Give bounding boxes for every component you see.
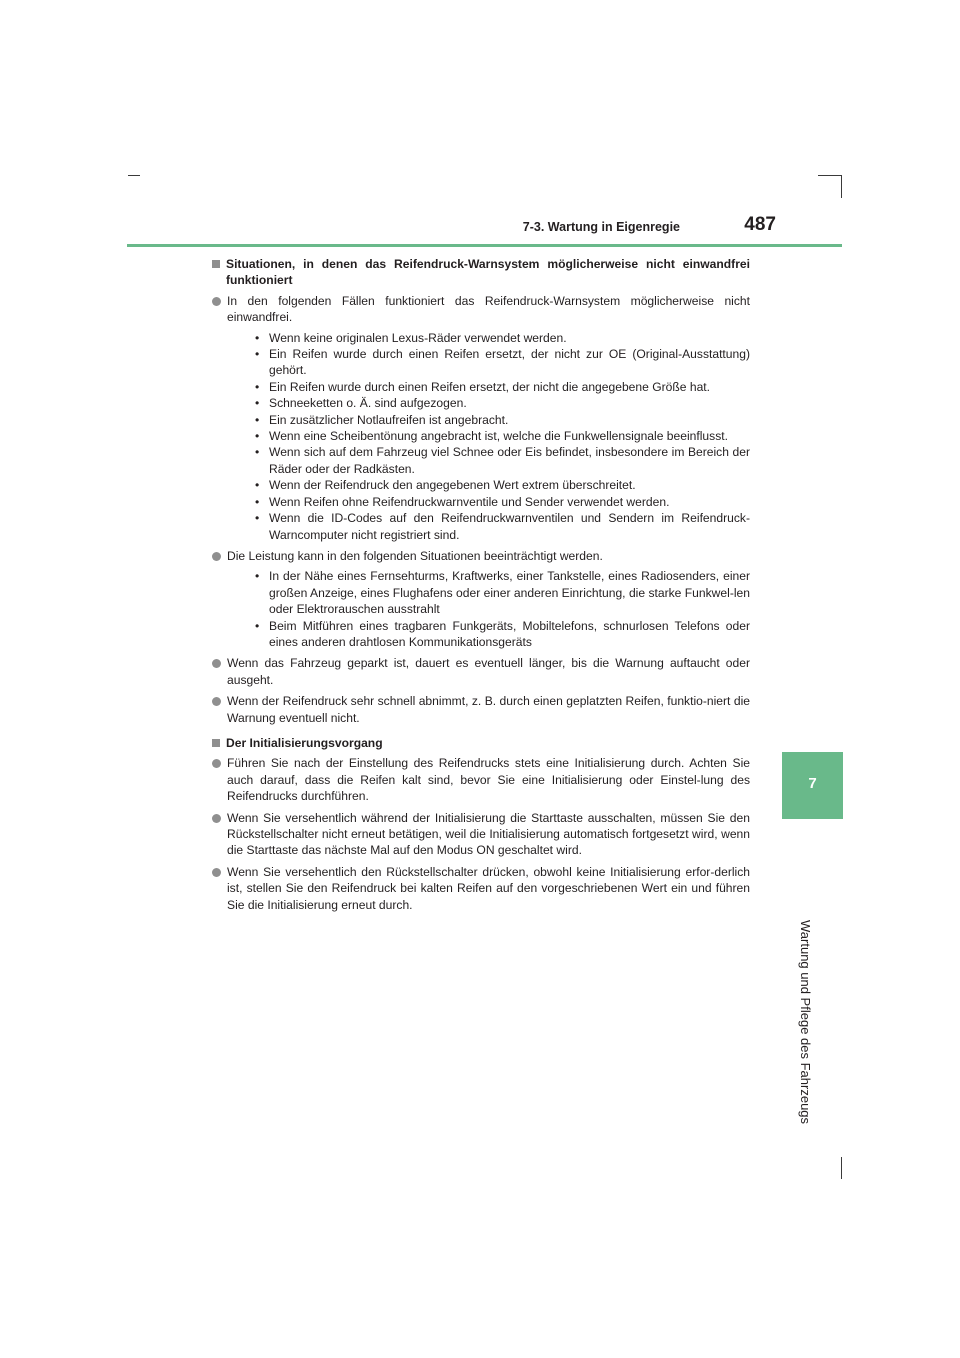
list-item: • Ein zusätzlicher Notlaufreifen ist angebracht.: [255, 412, 509, 427]
circle-bullet-icon: [212, 552, 221, 561]
circle-bullet-icon: [212, 697, 221, 706]
circle-bullet-icon: [212, 868, 221, 877]
circle-bullet-icon: [212, 814, 221, 823]
list-item: • In der Nähe eines Fernsehturms, Kraftwerks, einer Tankstelle, eines Radiosenders, einer großen Anzeige, eines Flughafens oder einer anderen Einrichtung, die starke Funkwel-len oder Elektrorauschen ausstrahlt: [255, 569, 750, 617]
bullet-paragraph: Wenn Sie versehentlich während der Initialisierung die Starttaste ausschalten, müssen Sie den Rückstellschalter nicht erneut betätigen, weil die Initialisierung automatisch fortgesetzt wird, wenn die Starttaste das nächste Mal auf den Modus ON geschaltet wird.: [212, 810, 750, 859]
list-item: • Wenn Reifen ohne Reifendruckwarnventile und Sender verwendet werden.: [255, 494, 670, 509]
chapter-side-title: Wartung und Pflege des Fahrzeugs: [798, 920, 813, 1125]
sub-list: [227, 330, 750, 543]
header-rule: [127, 244, 842, 247]
chapter-tab: 7: [782, 752, 843, 819]
sub-list: [227, 568, 750, 650]
list-item: • Wenn sich auf dem Fahrzeug viel Schnee oder Eis befindet, insbesondere im Bereich der Räder oder der Radkästen.: [255, 445, 750, 476]
list-item: • Ein Reifen wurde durch einen Reifen ersetzt, der nicht die angegebene Größe hat.: [255, 379, 711, 394]
bullet-paragraph: Wenn das Fahrzeug geparkt ist, dauert es eventuell länger, bis die Warnung auftaucht oder ausgeht.: [212, 655, 750, 688]
square-bullet-icon: [212, 260, 220, 268]
bullet-paragraph: Wenn der Reifendruck sehr schnell abnimmt, z. B. durch einen geplatzten Reifen, funktio-niert die Warnung eventuell nicht.: [212, 693, 750, 726]
list-item: • Beim Mitführen eines tragbaren Funkgeräts, Mobiltelefons, schnurlosen Telefons oder eines anderen drahtlosen Kommunikationsgeräts: [255, 618, 750, 649]
crop-mark-top-right-h: [818, 175, 842, 176]
list-item: • Schneeketten o. Ä. sind aufgezogen.: [255, 396, 467, 411]
section-heading: Situationen, in denen das Reifendruck-Warnsystem möglicherweise nicht einwandfrei funktioniert: [212, 256, 750, 289]
page-content: [212, 256, 750, 913]
square-bullet-icon: [212, 739, 220, 747]
bullet-paragraph: Führen Sie nach der Einstellung des Reifendrucks stets eine Initialisierung durch. Achten Sie auch darauf, dass die Reifen kalt sind, bevor Sie eine Initialisierung oder Einstel-lung des Reifendrucks durchführen.: [212, 755, 750, 804]
circle-bullet-icon: [212, 659, 221, 668]
bullet-paragraph: Die Leistung kann in den folgenden Situationen beeinträchtigt werden. • In der Nähe eines Fernsehturms, Kraftwerks, einer Tankstelle, eines Radiosenders, einer großen Anzeige, eines Flughafens oder einer anderen Einrichtung, die starke Funkwel-len oder Elektrorauschen ausstrahlt • Beim Mitführen eines tragbaren Funkgeräts, Mobiltelefons, schnurlosen Telefons oder eines anderen drahtlosen Kommunikationsgeräts: [212, 548, 750, 650]
section-heading: Der Initialisierungsvorgang: [212, 735, 750, 751]
bullet-paragraph: In den folgenden Fällen funktioniert das Reifendruck-Warnsystem möglicherweise nicht einwandfrei. • Wenn keine originalen Lexus-Räder verwendet werden. • Ein Reifen wurde durch einen Reifen ersetzt, der nicht zur OE (Original-Ausstattung) gehört. • Ein Reifen wurde durch einen Reifen ersetzt, der nicht die angegebene Größe hat. • Schneeketten o. Ä. sind aufgezogen. • Ein zusätzlicher Notlaufreifen ist angebracht. • Wenn eine Scheibentönung angebracht ist, welche die Funkwellensignale beeinflusst. • Wenn sich auf dem Fahrzeug viel Schnee oder Eis befindet, insbesondere im Bereich der Räder oder der Radkästen. • Wenn der Reifendruck den angegebenen Wert extrem überschreitet. • Wenn Reifen ohne Reifendruckwarnventile und Sender verwendet werden. • Wenn die ID-Codes auf den Reifendruckwarnventilen und Sendern im Reifendruck-Warncomputer nicht registriert sind.: [212, 293, 750, 543]
list-item: • Wenn die ID-Codes auf den Reifendruckwarnventilen und Sendern im Reifendruck-Warncomputer nicht registriert sind.: [255, 511, 750, 542]
bullet-paragraph: Wenn Sie versehentlich den Rückstellschalter drücken, obwohl keine Initialisierung erfor-derlich ist, stellen Sie den Reifendruck bei kalten Reifen auf den vorgeschriebenen Wert ein und führen Sie die Initialisierung erneut durch.: [212, 864, 750, 913]
list-item: • Wenn eine Scheibentönung angebracht ist, welche die Funkwellensignale beeinflusst.: [255, 429, 728, 444]
circle-bullet-icon: [212, 759, 221, 768]
list-item: • Wenn der Reifendruck den angegebenen Wert extrem überschreitet.: [255, 478, 636, 493]
circle-bullet-icon: [212, 297, 221, 306]
list-item: • Ein Reifen wurde durch einen Reifen ersetzt, der nicht zur OE (Original-Ausstattung) gehört.: [255, 347, 750, 378]
crop-mark-top-right-v: [841, 175, 842, 198]
running-header-section: 7-3. Wartung in Eigenregie: [522, 220, 680, 234]
page-number: 487: [744, 214, 776, 235]
crop-mark-top-left: [128, 175, 140, 176]
crop-mark-bottom-right: [841, 1157, 842, 1179]
list-item: • Wenn keine originalen Lexus-Räder verwendet werden.: [255, 330, 567, 345]
